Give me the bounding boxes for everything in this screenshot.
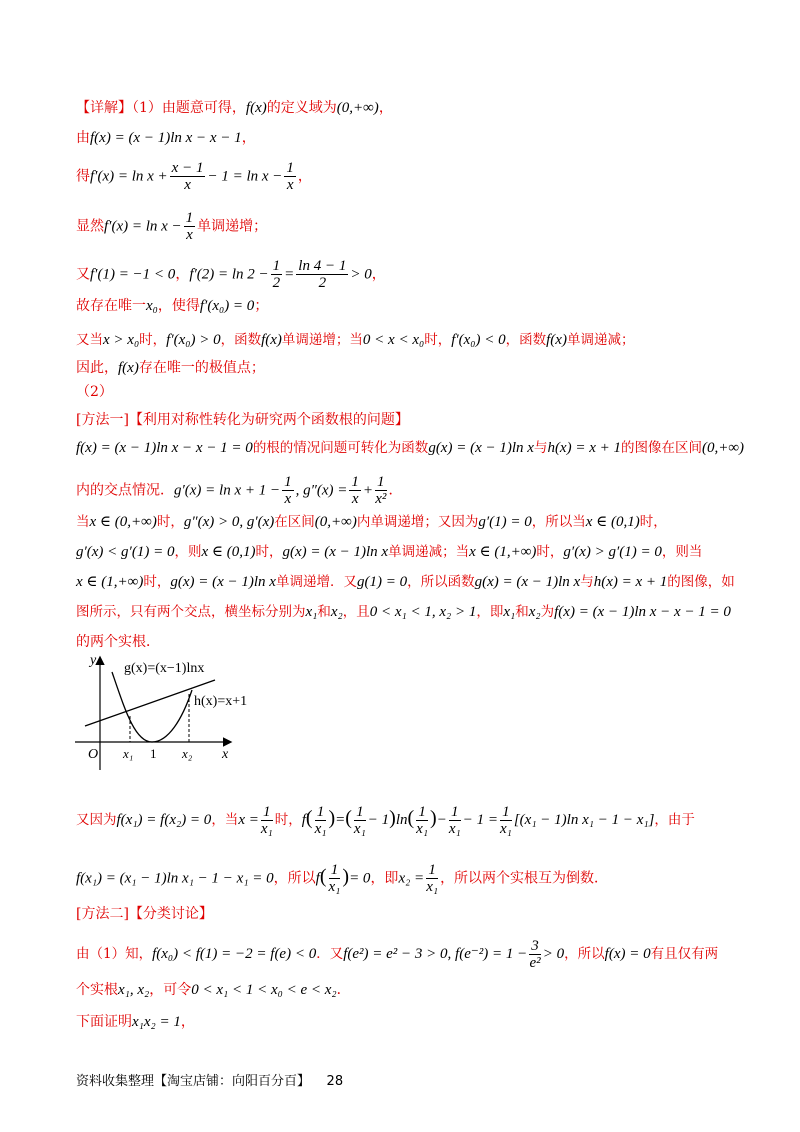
text: 又因为	[76, 812, 117, 828]
math: , g″(x) =	[295, 482, 348, 499]
denominator: 2	[318, 275, 327, 291]
fraction	[315, 804, 327, 837]
denominator: e²	[529, 955, 541, 971]
text: 又当	[76, 332, 103, 348]
text: ，则	[174, 544, 202, 560]
line-unique	[76, 296, 268, 316]
text: ．又	[316, 946, 344, 962]
text: ，	[297, 168, 312, 185]
text: ，	[180, 1014, 195, 1030]
math: g(x) = (x − 1)ln x	[170, 574, 276, 590]
text: ，	[378, 100, 393, 116]
numerator: 1	[351, 474, 359, 490]
math: x₁, x₂	[118, 982, 150, 998]
text: 内单调递增；又因为	[356, 514, 479, 530]
footer-source: 资料收集整理【淘宝店铺：向阳百分百】	[76, 1074, 311, 1089]
denominator: x₁	[353, 821, 366, 837]
math: x > x₀	[103, 332, 140, 348]
math: x₀	[146, 298, 158, 314]
text: 单调递减；	[566, 332, 635, 348]
text: 与	[533, 440, 548, 456]
math: 0 < x < x₀	[362, 332, 425, 348]
text: 当	[76, 514, 90, 530]
text: 单调递增；当	[281, 332, 363, 348]
text: 的图像在区间	[621, 440, 702, 456]
text: ，当	[211, 812, 239, 828]
line-gprime-mono	[76, 512, 667, 532]
g-curve	[112, 672, 192, 742]
text: [方法一]【利用对称性转化为研究两个函数根的问题】	[76, 412, 409, 428]
math: +	[362, 482, 374, 499]
paren: (	[319, 865, 327, 888]
text: 由	[76, 130, 90, 146]
math: > 0	[350, 266, 372, 283]
function-graph	[70, 650, 270, 775]
page-footer	[76, 1070, 343, 1089]
math: f(e²) = e² − 3 > 0, f(e⁻²) = 1 −	[343, 946, 528, 962]
math: f(x₁) = (x₁ − 1)ln x₁ − 1 − x₁ = 0	[76, 870, 274, 887]
x2-tick-label: x₂	[182, 746, 193, 761]
text: ，则当	[661, 544, 703, 560]
x1-tick-label: x₁	[123, 746, 134, 761]
math: f(x)	[245, 100, 267, 116]
text: 显然	[76, 218, 104, 235]
fraction	[354, 804, 366, 837]
paren: )	[389, 807, 396, 829]
math: g(x) = (x − 1)ln x	[474, 574, 581, 590]
math: x ∈ (0,+∞)	[89, 514, 157, 530]
math: f	[301, 812, 306, 828]
math: f′(1) = −1 < 0	[90, 266, 176, 283]
math: f(x)	[261, 332, 282, 348]
text: ，且	[342, 604, 370, 620]
math: h(x) = x + 1	[547, 440, 621, 456]
text: 和	[515, 604, 529, 620]
line-monotone	[76, 210, 267, 243]
line-intervals	[76, 330, 634, 350]
text: （2）	[76, 384, 113, 400]
denominator: x₁	[499, 821, 512, 837]
math: −	[436, 812, 447, 828]
math: f	[315, 870, 320, 887]
numerator: 1	[449, 804, 461, 821]
line-derivative	[76, 160, 312, 193]
math: g′(1) = 0	[478, 514, 532, 530]
denominator: x	[186, 227, 193, 243]
fraction	[375, 474, 387, 507]
solution-intro	[76, 98, 393, 118]
numerator: x − 1	[171, 160, 204, 176]
line-method-2	[76, 938, 718, 971]
text: 时，	[424, 332, 452, 348]
denominator: x₁	[260, 821, 273, 837]
text: ，函数	[505, 332, 547, 348]
fraction	[449, 804, 461, 837]
math: f′(x₀) > 0	[166, 332, 221, 348]
fraction	[170, 160, 206, 193]
numerator: 1	[354, 804, 366, 821]
line-conclusion	[76, 358, 265, 378]
text: ，所以	[564, 946, 605, 962]
math: f(x) = (x − 1)ln x − x − 1 = 0	[76, 440, 253, 456]
math: x ∈ (1,+∞)	[76, 574, 144, 590]
text: 时，	[536, 544, 564, 560]
text: ，	[241, 130, 256, 146]
math: =	[284, 266, 295, 283]
fraction	[416, 804, 428, 837]
method-1-heading	[76, 410, 409, 430]
paren: )	[342, 865, 350, 888]
text: 时，	[639, 514, 667, 530]
text: 与	[580, 574, 594, 590]
math: x₁	[503, 604, 516, 620]
g-label: g(x)=(x−1)lnx	[124, 661, 205, 676]
denominator: x₁	[426, 879, 439, 895]
numerator: ln 4 − 1	[298, 258, 347, 274]
text: 又	[76, 266, 90, 283]
math: x ∈ (0,1)	[201, 544, 256, 560]
text: 单调递增；	[197, 218, 268, 235]
math: x₁	[305, 604, 318, 620]
numerator: 1	[500, 804, 512, 821]
math: f(x) = 0	[604, 946, 651, 962]
text: 图所示，只有两个交点，横坐标分别为	[76, 604, 306, 620]
text: 个实根	[76, 982, 118, 998]
math: f(x) = (x − 1)ln x − x − 1	[90, 130, 242, 146]
numerator: 1	[426, 862, 438, 879]
text: 的根的情况问题可转化为函数	[252, 440, 429, 456]
text: 为	[540, 604, 555, 620]
x-axis-label: x	[222, 747, 229, 762]
text: 单调递增．又	[275, 574, 357, 590]
fraction	[261, 804, 273, 837]
math: f(x)	[546, 332, 567, 348]
paren: )	[328, 807, 336, 829]
page-number: 28	[326, 1074, 344, 1089]
text: ，使得	[157, 298, 200, 314]
denominator: x₁	[314, 821, 327, 837]
fraction	[529, 938, 541, 971]
math: f′(x) = ln x −	[104, 218, 182, 235]
denominator: x	[284, 491, 292, 507]
text: 下面证明	[76, 1014, 132, 1030]
text: 存在唯一的极值点；	[138, 360, 265, 376]
math: g(x) = (x − 1)ln x	[282, 544, 389, 560]
text: 时，	[143, 574, 171, 590]
math: f(x) = (x − 1)ln x − x − 1 = 0	[554, 604, 731, 620]
paren: (	[305, 807, 313, 829]
math: x ∈ (0,1)	[585, 514, 640, 530]
text: 因此，	[76, 360, 118, 376]
text: 的两个实根．	[76, 634, 160, 650]
math: f′(x) = ln x +	[90, 168, 168, 185]
text: ，由于	[654, 812, 695, 828]
math: − 1 = ln x −	[207, 168, 283, 185]
numerator: 1	[416, 804, 428, 821]
text: 由（1）知，	[76, 946, 153, 962]
text: ，所以函数	[407, 574, 475, 590]
math: g(x) = (x − 1)ln x	[428, 440, 534, 456]
text: 时，	[156, 514, 184, 530]
text: 在区间	[274, 514, 315, 530]
math: = 0	[349, 870, 371, 887]
math: g′(x) < g′(1) = 0	[76, 544, 175, 560]
denominator: 2	[272, 275, 281, 291]
text: 的图像，如	[667, 574, 735, 590]
one-tick-label: 1	[150, 746, 157, 761]
math: f′(x₀) = 0	[199, 298, 255, 314]
denominator: x²	[375, 491, 387, 507]
math: x₂	[528, 604, 541, 620]
text: （1）由题意可得，	[132, 100, 246, 116]
paren: (	[345, 807, 352, 829]
text: 单调递减；当	[388, 544, 470, 560]
line-transform	[76, 438, 744, 458]
math: x₁x₂ = 1	[132, 1014, 181, 1030]
line-gprime	[76, 474, 403, 507]
math: g″(x) > 0, g′(x)	[183, 514, 275, 530]
denominator: x	[184, 177, 191, 193]
text: ，即	[476, 604, 504, 620]
text: 内的交点情况．	[76, 482, 174, 499]
text: ，所以	[273, 870, 316, 887]
math: =	[335, 812, 346, 828]
h-label: h(x)=x+1	[194, 694, 248, 709]
denominator: x₁	[416, 821, 429, 837]
text: 得	[76, 168, 90, 185]
math: f(x₀) < f(1) = −2 = f(e) < 0	[152, 946, 317, 962]
math: x₂ =	[398, 870, 425, 887]
text: ，函数	[220, 332, 262, 348]
fraction	[426, 862, 438, 895]
text: ，	[371, 266, 386, 283]
numerator: 3	[531, 938, 539, 954]
numerator: 1	[272, 258, 281, 274]
line-values	[76, 258, 386, 291]
line-real-roots	[76, 632, 160, 652]
line-g-increase	[76, 572, 735, 592]
math: > 0	[542, 946, 565, 962]
math: f′(2) = ln 2 −	[189, 266, 269, 283]
text: ，可令	[149, 982, 192, 998]
math: ln	[395, 812, 408, 828]
math: 0 < x₁ < 1, x₂ > 1	[369, 604, 477, 620]
text: 时，	[274, 812, 302, 828]
denominator: x₁	[448, 821, 461, 837]
text: ．	[388, 482, 403, 499]
part-2-heading	[76, 382, 113, 402]
text: [方法二]【分类讨论】	[76, 906, 213, 922]
math: h(x) = x + 1	[593, 574, 668, 590]
line-g-decrease	[76, 542, 702, 562]
paren: )	[430, 807, 437, 829]
math: (0,+∞)	[702, 440, 745, 456]
text: ，所以当	[531, 514, 586, 530]
line-reciprocal-conclusion	[76, 862, 608, 895]
text: ，即	[370, 870, 399, 887]
text: 和	[317, 604, 331, 620]
fraction	[184, 210, 196, 243]
y-axis-label: y	[90, 653, 97, 668]
numerator: 1	[261, 804, 273, 821]
numerator: 1	[329, 862, 341, 879]
text: 时，	[139, 332, 167, 348]
text: 故存在唯一	[76, 298, 146, 314]
math: g′(x) = ln x + 1 −	[174, 482, 281, 499]
fraction	[271, 258, 283, 291]
paren: (	[407, 807, 415, 829]
method-2-heading	[76, 904, 213, 924]
line-definition	[76, 128, 256, 148]
text: ，所以两个实根互为倒数．	[440, 870, 609, 887]
math: x₂	[330, 604, 343, 620]
line-two-roots	[76, 602, 731, 622]
numerator: 1	[286, 160, 294, 176]
math: g′(x) > g′(1) = 0	[563, 544, 662, 560]
math: x ∈ (1,+∞)	[469, 544, 537, 560]
math: g(1) = 0	[356, 574, 408, 590]
math: f(x₁) = f(x₂) = 0	[116, 812, 212, 828]
math: x =	[238, 812, 259, 828]
numerator: 1	[185, 210, 194, 226]
math: (0,+∞)	[336, 100, 379, 116]
fraction	[296, 258, 348, 291]
math: f(x)	[118, 360, 139, 376]
line-roots-order	[76, 980, 351, 1000]
math: 0 < x₁ < 1 < x₀ < e < x₂	[191, 982, 337, 998]
numerator: 1	[284, 474, 292, 490]
math: − 1	[367, 812, 390, 828]
fraction	[500, 804, 512, 837]
fraction	[329, 862, 341, 895]
denominator: x₁	[328, 879, 341, 895]
math: [(x₁ − 1)ln x₁ − 1 − x₁]	[513, 812, 655, 828]
text: ，	[175, 266, 190, 283]
text: 的定义域为	[266, 100, 337, 116]
fraction	[349, 474, 361, 507]
line-reciprocal	[76, 804, 695, 837]
line-prove	[76, 1012, 195, 1032]
denominator: x	[351, 491, 359, 507]
origin-label: O	[88, 747, 99, 762]
fraction	[284, 160, 296, 193]
math: f′(x₀) < 0	[451, 332, 506, 348]
fraction	[282, 474, 294, 507]
text: ；	[254, 298, 269, 314]
detail-tag: 【详解】	[76, 100, 132, 116]
math: (0,+∞)	[314, 514, 357, 530]
text: ．	[336, 982, 351, 998]
numerator: 1	[315, 804, 327, 821]
numerator: 1	[377, 474, 385, 490]
text: 有且仅有两	[650, 946, 719, 962]
denominator: x	[286, 177, 294, 193]
math: − 1 =	[462, 812, 498, 828]
text: 时，	[255, 544, 283, 560]
